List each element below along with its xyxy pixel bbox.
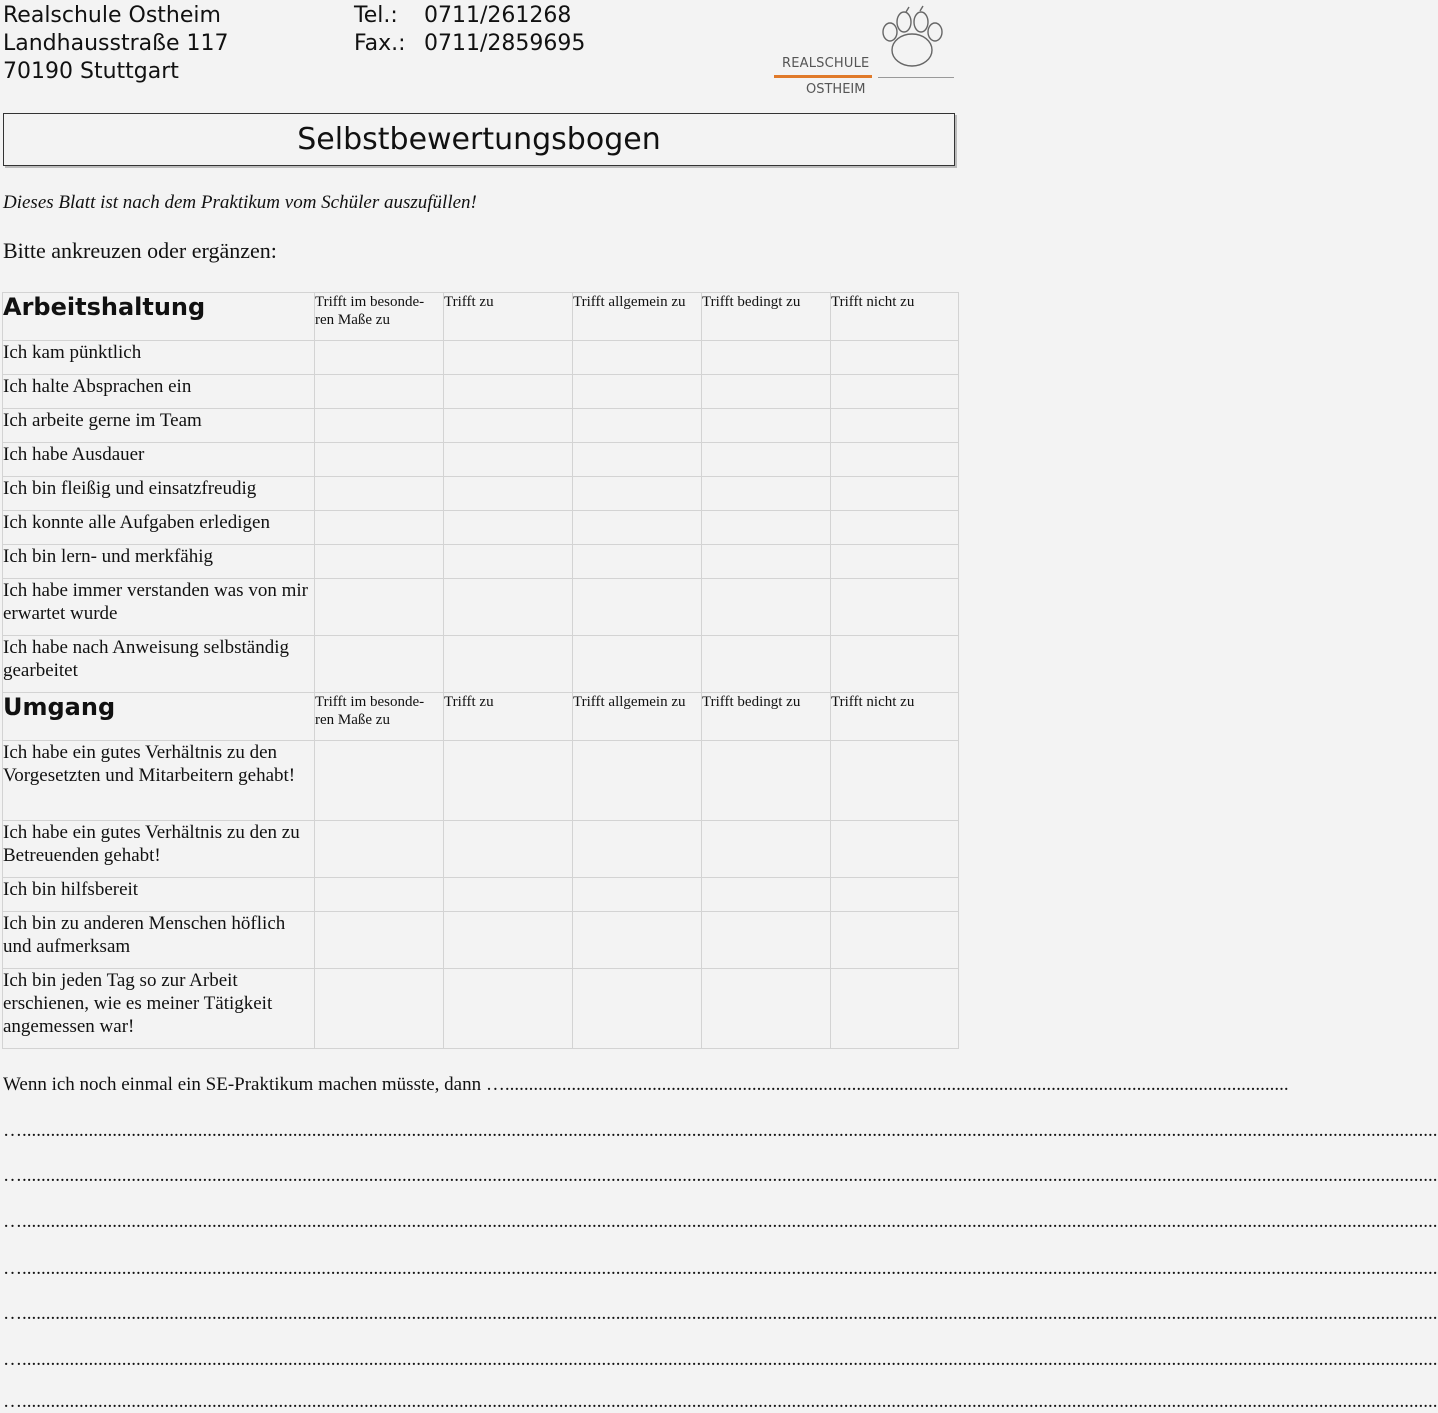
rating-cell[interactable] <box>573 878 702 912</box>
rating-cell[interactable] <box>573 511 702 545</box>
answer-line[interactable]: ….......................................................................................................................................................................................................................................................................................................... <box>3 1120 1438 1141</box>
rating-cell[interactable] <box>573 579 702 636</box>
table-row <box>3 409 959 443</box>
option-header: Trifft zu <box>444 293 573 341</box>
rating-cell[interactable] <box>702 443 831 477</box>
rating-cell[interactable] <box>702 878 831 912</box>
section-header-row <box>3 693 959 741</box>
page-title: Selbstbewertungsbogen <box>3 113 955 166</box>
statement-label: Ich habe ein gutes Verhältnis zu den Vorgesetzten und Mitarbeitern gehabt! <box>3 741 315 821</box>
rating-cell[interactable] <box>702 375 831 409</box>
answer-dots: ..................................................................................................................................................................... <box>504 1074 1289 1095</box>
rating-cell[interactable] <box>444 409 573 443</box>
option-header: Trifft nicht zu <box>831 693 959 741</box>
table-row <box>3 636 959 693</box>
rating-cell[interactable] <box>831 409 959 443</box>
table-row <box>3 443 959 477</box>
statement-label: Ich arbeite gerne im Team <box>3 409 315 443</box>
logo-text-ostheim: OSTHEIM <box>806 82 866 97</box>
statement-label: Ich bin jeden Tag so zur Arbeit erschienen, wie es meiner Tätigkeit angemessen war! <box>3 969 315 1049</box>
rating-cell[interactable] <box>831 375 959 409</box>
rating-cell[interactable] <box>315 443 444 477</box>
rating-cell[interactable] <box>444 579 573 636</box>
rating-cell[interactable] <box>315 511 444 545</box>
rating-cell[interactable] <box>702 545 831 579</box>
rating-cell[interactable] <box>444 545 573 579</box>
fax-value: 0711/2859695 <box>424 31 586 56</box>
statement-label: Ich habe immer verstanden was von mir erwartet wurde <box>3 579 315 636</box>
rating-cell[interactable] <box>573 477 702 511</box>
statement-label: Ich habe Ausdauer <box>3 443 315 477</box>
rating-cell[interactable] <box>831 511 959 545</box>
logo-accent-bar-right <box>878 77 954 78</box>
rating-cell[interactable] <box>315 912 444 969</box>
rating-cell[interactable] <box>444 821 573 878</box>
rating-cell[interactable] <box>702 821 831 878</box>
rating-cell[interactable] <box>315 477 444 511</box>
rating-cell[interactable] <box>315 341 444 375</box>
statement-label: Ich kam pünktlich <box>3 341 315 375</box>
rating-cell[interactable] <box>573 741 702 821</box>
table-row <box>3 969 959 1049</box>
rating-cell[interactable] <box>702 969 831 1049</box>
rating-cell[interactable] <box>444 878 573 912</box>
table-row <box>3 878 959 912</box>
rating-cell[interactable] <box>444 375 573 409</box>
rating-cell[interactable] <box>702 741 831 821</box>
school-address <box>3 2 228 86</box>
rating-cell[interactable] <box>444 341 573 375</box>
instruction-text: Bitte ankreuzen oder ergänzen: <box>3 238 277 263</box>
rating-cell[interactable] <box>573 545 702 579</box>
rating-cell[interactable] <box>573 409 702 443</box>
rating-cell[interactable] <box>831 878 959 912</box>
tel-value: 0711/261268 <box>424 3 572 28</box>
rating-cell[interactable] <box>573 341 702 375</box>
option-header: Trifft zu <box>444 693 573 741</box>
rating-cell[interactable] <box>315 579 444 636</box>
rating-cell[interactable] <box>831 636 959 693</box>
table-row <box>3 821 959 878</box>
rating-cell[interactable] <box>315 545 444 579</box>
rating-cell[interactable] <box>702 912 831 969</box>
option-header: Trifft allgemein zu <box>573 693 702 741</box>
statement-label: Ich halte Absprachen ein <box>3 375 315 409</box>
rating-cell[interactable] <box>831 969 959 1049</box>
answer-line[interactable]: ….......................................................................................................................................................................................................................................................................................................... <box>3 1349 1438 1370</box>
statement-label: Ich habe ein gutes Verhältnis zu den zu Betreuenden gehabt! <box>3 821 315 878</box>
instruction-note: Dieses Blatt ist nach dem Praktikum vom Schüler auszufüllen! <box>3 192 477 213</box>
rating-cell[interactable] <box>831 741 959 821</box>
rating-cell[interactable] <box>573 969 702 1049</box>
rating-cell[interactable] <box>702 579 831 636</box>
section-title-umgang: Umgang <box>3 693 315 741</box>
rating-cell[interactable] <box>573 912 702 969</box>
rating-cell[interactable] <box>315 821 444 878</box>
rating-cell[interactable] <box>315 969 444 1049</box>
statement-label: Ich konnte alle Aufgaben erledigen <box>3 511 315 545</box>
rating-cell[interactable] <box>702 511 831 545</box>
paw-icon <box>876 6 948 72</box>
section-title-arbeitshaltung: Arbeitshaltung <box>3 293 315 341</box>
self-assessment-table <box>2 292 959 1049</box>
rating-cell[interactable] <box>831 821 959 878</box>
rating-cell[interactable] <box>831 443 959 477</box>
rating-cell[interactable] <box>573 636 702 693</box>
closing-prompt-line[interactable] <box>3 1074 1289 1096</box>
rating-cell[interactable] <box>444 741 573 821</box>
tel-label: Tel.: <box>354 3 398 28</box>
rating-cell[interactable] <box>315 375 444 409</box>
school-city: 70190 Stuttgart <box>3 59 179 84</box>
option-header: Trifft im besonde-ren Maße zu <box>315 693 444 741</box>
fax-label: Fax.: <box>354 31 406 56</box>
statement-label: Ich bin fleißig und einsatzfreudig <box>3 477 315 511</box>
answer-line[interactable]: ….......................................................................................................................................................................................................................................................................................................... <box>3 1165 1438 1186</box>
table-row <box>3 912 959 969</box>
section-header-row <box>3 293 959 341</box>
logo-text-school: REALSCHULE <box>782 56 870 71</box>
statement-label: Ich habe nach Anweisung selbständig gearbeitet <box>3 636 315 693</box>
answer-line[interactable]: ….......................................................................................................................................................................................................................................................................................................... <box>3 1303 1438 1324</box>
table-row <box>3 341 959 375</box>
rating-cell[interactable] <box>702 477 831 511</box>
statement-label: Ich bin hilfsbereit <box>3 878 315 912</box>
rating-cell[interactable] <box>444 636 573 693</box>
rating-cell[interactable] <box>315 409 444 443</box>
rating-cell[interactable] <box>702 341 831 375</box>
closing-prompt: Wenn ich noch einmal ein SE-Praktikum machen müsste, dann … <box>3 1074 505 1095</box>
rating-cell[interactable] <box>444 969 573 1049</box>
rating-cell[interactable] <box>315 636 444 693</box>
rating-cell[interactable] <box>831 579 959 636</box>
school-name: Realschule Ostheim <box>3 3 221 28</box>
answer-line[interactable]: ….......................................................................................................................................................................................................................................................................................................... <box>3 1211 1438 1232</box>
option-header: Trifft bedingt zu <box>702 293 831 341</box>
rating-cell[interactable] <box>831 341 959 375</box>
option-header: Trifft nicht zu <box>831 293 959 341</box>
rating-cell[interactable] <box>831 477 959 511</box>
rating-cell[interactable] <box>831 545 959 579</box>
table-row <box>3 375 959 409</box>
rating-cell[interactable] <box>444 477 573 511</box>
rating-cell[interactable] <box>315 878 444 912</box>
rating-cell[interactable] <box>444 443 573 477</box>
rating-cell[interactable] <box>444 511 573 545</box>
school-street: Landhausstraße 117 <box>3 31 229 56</box>
statement-label: Ich bin lern- und merkfähig <box>3 545 315 579</box>
rating-cell[interactable] <box>573 821 702 878</box>
rating-cell[interactable] <box>702 409 831 443</box>
table-row <box>3 477 959 511</box>
table-row <box>3 545 959 579</box>
option-header: Trifft bedingt zu <box>702 693 831 741</box>
school-logo <box>768 4 958 104</box>
contact-block <box>354 2 585 58</box>
answer-line[interactable]: ….......................................................................................................................................................................................................................................................................................................... <box>3 1258 1438 1279</box>
statement-label: Ich bin zu anderen Menschen höflich und aufmerksam <box>3 912 315 969</box>
table-row <box>3 511 959 545</box>
table-row <box>3 741 959 821</box>
table-row <box>3 579 959 636</box>
rating-cell[interactable] <box>444 912 573 969</box>
option-header: Trifft im besonde-ren Maße zu <box>315 293 444 341</box>
rating-cell[interactable] <box>573 443 702 477</box>
rating-cell[interactable] <box>831 912 959 969</box>
rating-cell[interactable] <box>315 741 444 821</box>
option-header: Trifft allgemein zu <box>573 293 702 341</box>
rating-cell[interactable] <box>702 636 831 693</box>
rating-cell[interactable] <box>573 375 702 409</box>
logo-accent-bar <box>774 75 872 78</box>
answer-line[interactable]: ….......................................................................................................................................................................................................................................................................................................... <box>3 1391 1438 1412</box>
